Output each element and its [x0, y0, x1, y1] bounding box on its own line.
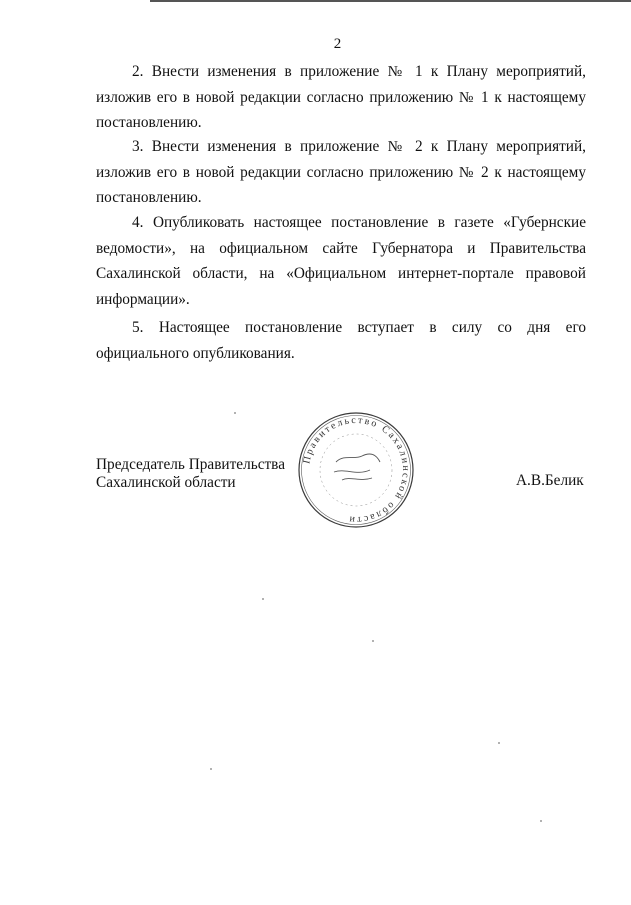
scan-speck	[234, 412, 236, 414]
paragraph-item-2: 2. Внести изменения в приложение № 1 к Плану мероприятий, изложив его в новой редакции согласно приложению № 1 к настоящему постановлению.	[96, 63, 586, 131]
paragraph-item-4: 4. Опубликовать настоящее постановление в газете «Губернские ведомости», на официальном сайте Губернатора и Правительства Сахалинской области, на «Официальном интернет-портале правовой информации».	[96, 214, 586, 308]
paragraph-item-5: 5. Настоящее постановление вступает в силу со дня его официального опубликования.	[96, 319, 586, 362]
seal-center-ring	[320, 434, 392, 506]
seal-outer-ring	[299, 413, 413, 527]
signatory-name: А.В.Белик	[516, 472, 584, 489]
signatory-title-line-1: Председатель Правительства	[96, 456, 285, 473]
scan-speck	[540, 820, 542, 822]
signatory-title-line-2: Сахалинской области	[96, 474, 236, 491]
scan-speck	[498, 742, 500, 744]
scan-speck	[262, 598, 264, 600]
signatory-title	[96, 456, 285, 492]
official-seal-stamp	[296, 410, 416, 530]
page-number: 2	[333, 36, 342, 52]
seal-text: Правительство Сахалинской области	[301, 414, 412, 526]
scan-speck	[210, 768, 212, 770]
top-edge-rule	[150, 0, 631, 2]
seal-center-scribble	[334, 454, 380, 480]
paragraph-item-3: 3. Внести изменения в приложение № 2 к Плану мероприятий, изложив его в новой редакции согласно приложению № 2 к настоящему постановлению.	[96, 138, 586, 206]
scan-speck	[372, 640, 374, 642]
